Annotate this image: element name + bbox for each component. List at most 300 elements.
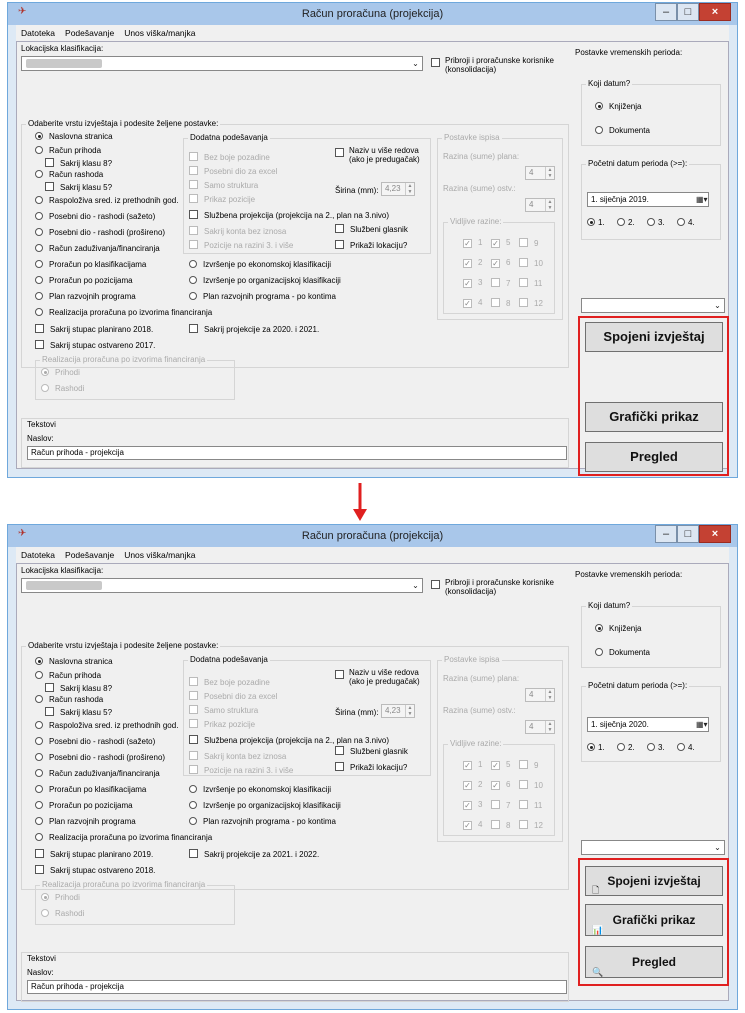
prikazi-checkbox[interactable] bbox=[335, 240, 407, 250]
checkbox-box: ✓ bbox=[464, 801, 471, 810]
sluzbeni-checkbox[interactable] bbox=[335, 224, 408, 234]
radio-mark bbox=[35, 244, 43, 252]
title-bar[interactable] bbox=[8, 3, 737, 25]
radio-mark bbox=[35, 817, 43, 825]
radio-mark bbox=[35, 801, 43, 809]
dodatna-option-1 bbox=[189, 691, 277, 701]
radio-mark bbox=[189, 785, 197, 793]
period-option-2[interactable] bbox=[647, 743, 665, 752]
report-option-1[interactable] bbox=[35, 671, 101, 680]
period-option-3[interactable] bbox=[677, 743, 695, 752]
checkbox-box bbox=[45, 683, 54, 692]
level-label: 1 bbox=[478, 760, 483, 769]
report-option-7[interactable] bbox=[35, 753, 165, 762]
report-option-5[interactable] bbox=[35, 721, 178, 730]
razina-plana-spinner bbox=[525, 688, 555, 702]
razina-ostv-value: 4 bbox=[529, 200, 534, 209]
level-checkbox-8 bbox=[491, 298, 510, 308]
checkbox-box bbox=[35, 324, 44, 333]
dodatna-option-label: Bez boje pozadine bbox=[204, 153, 270, 162]
level-label: 7 bbox=[506, 801, 511, 810]
izvrsenje-label: Izvršenje po organizacijskoj klasifikaciji bbox=[203, 801, 341, 810]
level-checkbox-5 bbox=[491, 760, 510, 770]
report-option-label: Naslovna stranica bbox=[49, 657, 113, 666]
radio-mark bbox=[647, 218, 655, 226]
dodatna-option-6 bbox=[189, 240, 293, 250]
dodatna-title: Dodatna podešavanja bbox=[190, 133, 268, 142]
date-value: 1. siječnja 2020. bbox=[591, 720, 649, 729]
radio-mark bbox=[617, 743, 625, 751]
sakrij-projekcije-label: Sakrij projekcije za 2020. i 2021. bbox=[204, 325, 320, 334]
period-label: 2. bbox=[628, 218, 635, 227]
checkbox-box bbox=[189, 194, 198, 203]
period-option-1[interactable] bbox=[617, 743, 635, 752]
pregled-button[interactable] bbox=[585, 442, 723, 472]
radio-mark bbox=[189, 260, 197, 268]
level-label: 8 bbox=[506, 821, 511, 830]
datum-option-label: Dokumenta bbox=[609, 648, 650, 657]
report-option-label: Sakrij stupac ostvareno 2018. bbox=[50, 866, 156, 875]
dodatna-option-4[interactable] bbox=[189, 735, 389, 745]
izvrsenje-option-0[interactable] bbox=[189, 785, 331, 794]
realizacija-option-1 bbox=[41, 384, 84, 393]
sirina-value: 4,23 bbox=[385, 706, 401, 715]
report-option-13[interactable] bbox=[35, 849, 153, 859]
level-label: 6 bbox=[506, 258, 511, 267]
dodatna-option-0 bbox=[189, 677, 270, 687]
calendar-dropdown-icon: ▦▾ bbox=[696, 195, 708, 204]
report-option-7[interactable] bbox=[35, 228, 165, 237]
checkbox-box bbox=[335, 148, 344, 157]
report-option-label: Naslovna stranica bbox=[49, 132, 113, 141]
checkbox-box: ✓ bbox=[492, 259, 499, 268]
datum-option-1[interactable] bbox=[595, 126, 650, 135]
level-label: 4 bbox=[478, 298, 483, 307]
naziv-checkbox[interactable] bbox=[335, 670, 350, 680]
razina-ostv-value: 4 bbox=[529, 722, 534, 731]
sakrij-projekcije-checkbox[interactable] bbox=[189, 849, 319, 859]
spinner-arrows-icon: ▲ ▼ bbox=[545, 199, 554, 211]
pribroji-checkbox[interactable] bbox=[431, 58, 446, 68]
radio-mark bbox=[617, 218, 625, 226]
level-checkbox-1 bbox=[463, 238, 482, 248]
report-option-14[interactable] bbox=[35, 340, 155, 350]
app-icon: ✈ bbox=[18, 6, 27, 17]
checkbox-box bbox=[491, 298, 500, 307]
report-option-label: Račun zaduživanja/financiranja bbox=[49, 769, 160, 778]
lokacijska-combo[interactable] bbox=[21, 578, 423, 593]
report-option-10[interactable] bbox=[35, 801, 133, 810]
checkbox-box bbox=[519, 820, 528, 829]
graficki-prikaz-button[interactable] bbox=[585, 402, 723, 432]
checkbox-box bbox=[35, 849, 44, 858]
izvrsenje-option-2[interactable] bbox=[189, 292, 336, 301]
level-checkbox-12 bbox=[519, 298, 543, 308]
app-icon: ✈ bbox=[18, 528, 27, 539]
realizacija-label: Rashodi bbox=[55, 909, 85, 918]
dodatna-option-label: Pozicije na razini 3. i više bbox=[204, 766, 294, 775]
period-label: 4. bbox=[688, 218, 695, 227]
izvrsenje-option-2[interactable] bbox=[189, 817, 336, 826]
sirina-label: Širina (mm): bbox=[335, 186, 379, 195]
dodatna-option-label: Službena projekcija (projekcija na 2., plan na 3.nivo) bbox=[204, 736, 389, 745]
date-value: 1. siječnja 2019. bbox=[591, 195, 649, 204]
izvrsenje-option-0[interactable] bbox=[189, 260, 331, 269]
form-client bbox=[16, 41, 729, 469]
report-option-label: Sakrij klasu 5? bbox=[60, 183, 113, 192]
sirina-spinner[interactable] bbox=[381, 704, 415, 718]
minimize-button[interactable]: – bbox=[655, 525, 677, 543]
checkbox-box: ✓ bbox=[464, 259, 471, 268]
chart-icon: 📊 bbox=[592, 925, 604, 935]
radio-mark bbox=[35, 737, 43, 745]
level-checkbox-12 bbox=[519, 820, 543, 830]
report-option-label: Posebni dio - rashodi (prošireno) bbox=[49, 753, 166, 762]
report-option-12[interactable] bbox=[35, 308, 212, 317]
checkbox-box bbox=[35, 865, 44, 874]
button-label: Grafički prikaz bbox=[609, 409, 699, 424]
checkbox-box bbox=[189, 324, 198, 333]
naslov-input[interactable]: Račun prihoda - projekcija bbox=[27, 446, 567, 460]
checkbox-box: ✓ bbox=[492, 781, 499, 790]
report-option-9[interactable] bbox=[35, 260, 146, 269]
level-checkbox-11 bbox=[519, 800, 542, 810]
chevron-down-icon: ⌄ bbox=[714, 843, 721, 852]
realizacija-label: Prihodi bbox=[55, 368, 80, 377]
datum-option-1[interactable] bbox=[595, 648, 650, 657]
level-label: 12 bbox=[534, 299, 543, 308]
report-option-2[interactable] bbox=[45, 158, 112, 168]
period-label: 3. bbox=[658, 743, 665, 752]
radio-mark bbox=[35, 308, 43, 316]
app-window bbox=[7, 524, 738, 1010]
checkbox-box: ✓ bbox=[492, 761, 499, 770]
naslov-label: Naslov: bbox=[27, 968, 54, 977]
spinner-arrows-icon: ▲ ▼ bbox=[405, 183, 414, 195]
dodatna-option-0 bbox=[189, 152, 270, 162]
izvrsenje-option-1[interactable] bbox=[189, 801, 341, 810]
radio-mark bbox=[35, 276, 43, 284]
period-option-1[interactable] bbox=[617, 218, 635, 227]
report-option-3[interactable] bbox=[35, 695, 103, 704]
dodatna-option-2 bbox=[189, 180, 258, 190]
dodatna-option-label: Bez boje pozadine bbox=[204, 678, 270, 687]
report-option-6[interactable] bbox=[35, 212, 155, 221]
spinner-arrows-icon: ▲ ▼ bbox=[545, 721, 554, 733]
level-checkbox-8 bbox=[491, 820, 510, 830]
level-label: 11 bbox=[534, 801, 543, 810]
minimize-button[interactable]: – bbox=[655, 3, 677, 21]
level-checkbox-4 bbox=[463, 298, 482, 308]
menu-item-2[interactable]: Unos viška/manjka bbox=[124, 550, 196, 560]
level-checkbox-7 bbox=[491, 800, 510, 810]
level-checkbox-5 bbox=[491, 238, 510, 248]
window-title: Račun proračuna (projekcija) bbox=[301, 530, 444, 542]
tekstovi-title: Tekstovi bbox=[27, 954, 56, 963]
period-label: 1. bbox=[598, 218, 605, 227]
pregled-button[interactable] bbox=[585, 946, 723, 978]
radio-mark bbox=[35, 833, 43, 841]
sluzbeni-checkbox[interactable] bbox=[335, 746, 408, 756]
period-label: 1. bbox=[598, 743, 605, 752]
tekstovi-group bbox=[21, 418, 569, 468]
radio-mark bbox=[35, 753, 43, 761]
izvrsenje-option-1[interactable] bbox=[189, 276, 341, 285]
razina-ostv-label: Razina (sume) ostv.: bbox=[443, 184, 516, 193]
report-option-label: Račun zaduživanja/financiranja bbox=[49, 244, 160, 253]
report-option-label: Proračun po pozicijama bbox=[49, 276, 133, 285]
spojeni-izvjestaj-button[interactable] bbox=[585, 866, 723, 896]
report-option-11[interactable] bbox=[35, 817, 136, 826]
report-option-label: Posebni dio - rashodi (sažeto) bbox=[49, 737, 156, 746]
datum-option-0[interactable] bbox=[595, 102, 641, 111]
sirina-value: 4,23 bbox=[385, 184, 401, 193]
level-label: 2 bbox=[478, 780, 483, 789]
dodatna-option-label: Službena projekcija (projekcija na 2., plan na 3.nivo) bbox=[204, 211, 389, 220]
radio-mark bbox=[41, 384, 49, 392]
graficki-prikaz-button[interactable] bbox=[585, 904, 723, 936]
sakrij-projekcije-checkbox[interactable] bbox=[189, 324, 319, 334]
realizacija-group bbox=[35, 880, 235, 925]
postavke-vremenskih-label: Postavke vremenskih perioda: bbox=[575, 48, 683, 57]
report-option-8[interactable] bbox=[35, 769, 160, 778]
menu-item-0[interactable]: Datoteka bbox=[21, 550, 56, 560]
naziv-checkbox[interactable] bbox=[335, 148, 350, 158]
razina-ostv-spinner bbox=[525, 720, 555, 734]
radio-mark bbox=[189, 292, 197, 300]
realizacija-option-0 bbox=[41, 893, 80, 902]
report-option-11[interactable] bbox=[35, 292, 136, 301]
close-button[interactable]: × bbox=[699, 525, 731, 543]
dodatna-option-4[interactable] bbox=[189, 210, 389, 220]
report-option-12[interactable] bbox=[35, 833, 212, 842]
radio-mark bbox=[41, 909, 49, 917]
report-option-13[interactable] bbox=[35, 324, 153, 334]
menu-item-1[interactable]: Podešavanje bbox=[65, 550, 115, 560]
report-option-label: Račun prihoda bbox=[49, 146, 102, 155]
razina-ostv-label: Razina (sume) ostv.: bbox=[443, 706, 516, 715]
level-checkbox-4 bbox=[463, 820, 482, 830]
period-option-2[interactable] bbox=[647, 218, 665, 227]
level-label: 9 bbox=[534, 239, 539, 248]
report-option-5[interactable] bbox=[35, 196, 178, 205]
checkbox-box: ✓ bbox=[464, 821, 471, 830]
checkbox-box bbox=[189, 735, 198, 744]
report-option-label: Realizacija proračuna po izvorima financiranja bbox=[49, 308, 213, 317]
tekstovi-group bbox=[21, 952, 569, 1002]
checkbox-box bbox=[335, 762, 344, 771]
koji-datum-group bbox=[581, 79, 721, 146]
razina-ostv-spinner bbox=[525, 198, 555, 212]
report-option-label: Sakrij klasu 8? bbox=[60, 684, 113, 693]
lokacijska-label: Lokacijska klasifikacija: bbox=[21, 566, 104, 575]
checkbox-box bbox=[189, 166, 198, 175]
menu-item-0[interactable]: Datoteka bbox=[21, 28, 56, 38]
period-option-0[interactable] bbox=[587, 743, 605, 752]
report-option-2[interactable] bbox=[45, 683, 112, 693]
dodatna-option-label: Prikaz pozicije bbox=[204, 720, 256, 729]
postavke-ispisa-title: Postavke ispisa bbox=[444, 133, 500, 142]
spinner-arrows-icon: ▲ ▼ bbox=[545, 689, 554, 701]
level-checkbox-2 bbox=[463, 780, 482, 790]
level-checkbox-10 bbox=[519, 780, 543, 790]
dodatna-option-6 bbox=[189, 765, 293, 775]
checkbox-box bbox=[189, 180, 198, 189]
period-option-0[interactable] bbox=[587, 218, 605, 227]
calendar-dropdown-icon: ▦▾ bbox=[696, 720, 708, 729]
checkbox-box bbox=[189, 691, 198, 700]
checkbox-box bbox=[35, 340, 44, 349]
report-option-label: Raspoloživa sred. iz prethodnih god. bbox=[49, 721, 179, 730]
datum-option-0[interactable] bbox=[595, 624, 641, 633]
checkbox-box: ✓ bbox=[464, 239, 471, 248]
sirina-spinner[interactable] bbox=[381, 182, 415, 196]
app-window bbox=[7, 2, 738, 478]
report-option-1[interactable] bbox=[35, 146, 101, 155]
form-client bbox=[16, 563, 729, 1001]
datum-option-label: Knjiženja bbox=[609, 102, 642, 111]
date-picker[interactable] bbox=[587, 717, 709, 732]
tekstovi-title: Tekstovi bbox=[27, 420, 56, 429]
spojeni-izvjestaj-button[interactable] bbox=[585, 322, 723, 352]
prikazi-checkbox[interactable] bbox=[335, 762, 407, 772]
report-option-label: Posebni dio - rashodi (sažeto) bbox=[49, 212, 156, 221]
dodatna-option-5 bbox=[189, 226, 286, 236]
dodatna-option-label: Posebni dio za excel bbox=[204, 167, 278, 176]
report-option-14[interactable] bbox=[35, 865, 155, 875]
menu-bar bbox=[16, 547, 729, 563]
realizacija-label: Prihodi bbox=[55, 893, 80, 902]
report-option-label: Proračun po pozicijama bbox=[49, 801, 133, 810]
radio-mark bbox=[595, 102, 603, 110]
postavke-vremenskih-label: Postavke vremenskih perioda: bbox=[575, 570, 683, 579]
dodatna-option-2 bbox=[189, 705, 258, 715]
right-dropdown[interactable] bbox=[581, 840, 725, 855]
pribroji-checkbox[interactable] bbox=[431, 580, 446, 590]
razina-plana-spinner bbox=[525, 166, 555, 180]
report-option-label: Raspoloživa sred. iz prethodnih god. bbox=[49, 196, 179, 205]
checkbox-box bbox=[335, 746, 344, 755]
level-label: 2 bbox=[478, 258, 483, 267]
razina-plana-value: 4 bbox=[529, 690, 534, 699]
checkbox-box bbox=[189, 240, 198, 249]
koji-datum-title: Koji datum? bbox=[588, 79, 631, 88]
report-option-4[interactable] bbox=[45, 182, 112, 192]
vidljive-title: Vidljive razine: bbox=[450, 217, 502, 226]
report-option-8[interactable] bbox=[35, 244, 160, 253]
report-option-6[interactable] bbox=[35, 737, 155, 746]
checkbox-box bbox=[45, 707, 54, 716]
checkbox-box bbox=[519, 238, 528, 247]
redacted-value bbox=[26, 59, 102, 68]
radio-mark bbox=[35, 721, 43, 729]
realizacija-label: Rashodi bbox=[55, 384, 85, 393]
datum-option-label: Knjiženja bbox=[609, 624, 642, 633]
title-bar[interactable] bbox=[8, 525, 737, 547]
dodatna-option-label: Pozicije na razini 3. i više bbox=[204, 241, 294, 250]
report-option-label: Proračun po klasifikacijama bbox=[49, 785, 147, 794]
checkbox-box bbox=[189, 705, 198, 714]
redacted-value bbox=[26, 581, 102, 590]
datum-option-label: Dokumenta bbox=[609, 126, 650, 135]
checkbox-box bbox=[519, 780, 528, 789]
radio-mark bbox=[35, 769, 43, 777]
maximize-button[interactable]: □ bbox=[677, 3, 699, 21]
report-option-4[interactable] bbox=[45, 707, 112, 717]
report-option-9[interactable] bbox=[35, 785, 146, 794]
checkbox-box bbox=[189, 849, 198, 858]
checkbox-box bbox=[45, 158, 54, 167]
dodatna-option-label: Sakrij konta bez iznosa bbox=[204, 752, 287, 761]
dodatna-option-1 bbox=[189, 166, 277, 176]
report-option-label: Realizacija proračuna po izvorima financiranja bbox=[49, 833, 213, 842]
level-label: 5 bbox=[506, 760, 511, 769]
radio-mark bbox=[35, 170, 43, 178]
period-option-3[interactable] bbox=[677, 218, 695, 227]
level-checkbox-1 bbox=[463, 760, 482, 770]
close-button[interactable]: × bbox=[699, 3, 731, 21]
izvrsenje-label: Izvršenje po organizacijskoj klasifikaciji bbox=[203, 276, 341, 285]
date-picker[interactable] bbox=[587, 192, 709, 207]
izvrsenje-label: Izvršenje po ekonomskoj klasifikaciji bbox=[203, 260, 332, 269]
level-label: 10 bbox=[534, 259, 543, 268]
options-group-title: Odaberite vrstu izvještaja i podesite željene postavke: bbox=[28, 119, 219, 128]
radio-mark bbox=[41, 368, 49, 376]
report-option-10[interactable] bbox=[35, 276, 133, 285]
chevron-down-icon: ⌄ bbox=[412, 59, 419, 68]
sluzbeni-label: Službeni glasnik bbox=[350, 225, 408, 234]
button-label: Spojeni izvještaj bbox=[603, 329, 705, 344]
period-label: 2. bbox=[628, 743, 635, 752]
report-option-label: Račun rashoda bbox=[49, 695, 104, 704]
radio-mark bbox=[35, 671, 43, 679]
report-option-label: Sakrij klasu 8? bbox=[60, 159, 113, 168]
menu-item-2[interactable]: Unos viška/manjka bbox=[124, 28, 196, 38]
pribroji-label: Pribroji i proračunske korisnike (konsolidacija) bbox=[445, 578, 554, 596]
lokacijska-combo[interactable] bbox=[21, 56, 423, 71]
report-option-0[interactable] bbox=[35, 657, 113, 666]
razina-plana-label: Razina (sume) plana: bbox=[443, 152, 520, 161]
level-label: 12 bbox=[534, 821, 543, 830]
level-checkbox-2 bbox=[463, 258, 482, 268]
naslov-input[interactable]: Račun prihoda - projekcija bbox=[27, 980, 567, 994]
sluzbeni-label: Službeni glasnik bbox=[350, 747, 408, 756]
radio-mark bbox=[35, 657, 43, 665]
dodatna-option-5 bbox=[189, 751, 286, 761]
vidljive-title: Vidljive razine: bbox=[450, 739, 502, 748]
radio-mark bbox=[35, 146, 43, 154]
radio-mark bbox=[595, 126, 603, 134]
level-label: 10 bbox=[534, 781, 543, 790]
options-group-title: Odaberite vrstu izvještaja i podesite željene postavke: bbox=[28, 641, 219, 650]
maximize-button[interactable]: □ bbox=[677, 525, 699, 543]
report-option-0[interactable] bbox=[35, 132, 113, 141]
menu-item-1[interactable]: Podešavanje bbox=[65, 28, 115, 38]
radio-mark bbox=[35, 228, 43, 236]
dodatna-option-3 bbox=[189, 194, 255, 204]
report-option-label: Posebni dio - rashodi (prošireno) bbox=[49, 228, 166, 237]
magnifier-icon: 🔍 bbox=[592, 967, 604, 977]
checkbox-box bbox=[335, 670, 344, 679]
checkbox-box bbox=[189, 677, 198, 686]
sakrij-projekcije-label: Sakrij projekcije za 2021. i 2022. bbox=[204, 850, 320, 859]
right-dropdown[interactable] bbox=[581, 298, 725, 313]
dodatna-option-3 bbox=[189, 719, 255, 729]
radio-mark bbox=[35, 132, 43, 140]
checkbox-box bbox=[519, 800, 528, 809]
report-option-3[interactable] bbox=[35, 170, 103, 179]
koji-datum-group bbox=[581, 601, 721, 668]
